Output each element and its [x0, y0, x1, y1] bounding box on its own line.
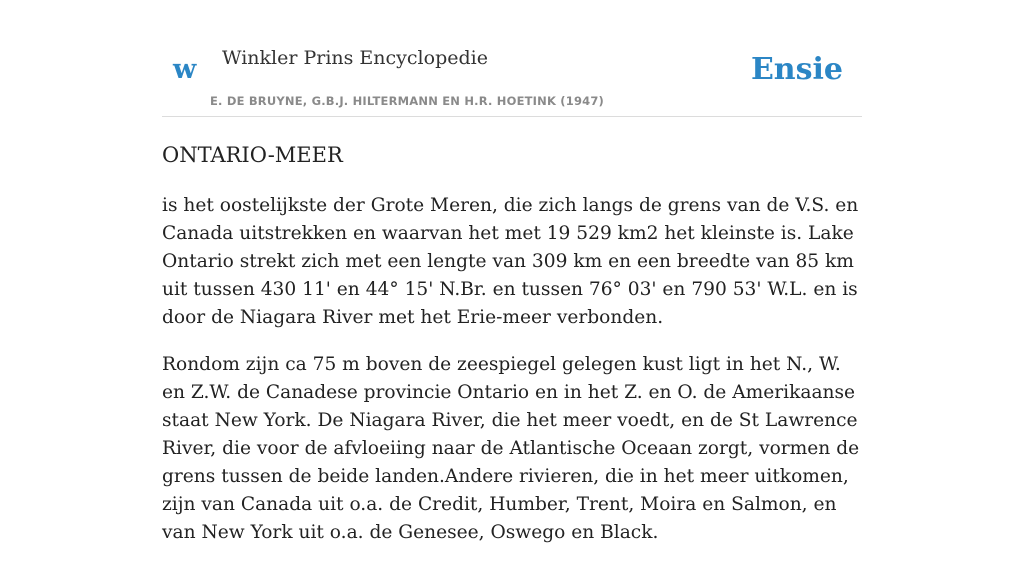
article-paragraph: Rondom zijn ca 75 m boven de zeespiegel gelegen kust ligt in het N., W. en Z.W. de Canadese provincie Ontario en in het Z. en O. de Amerikaanse staat New York. De Niagara River, die het meer voedt, en de St Lawrence River, die voor de afvloeiing naar de Atlantische Oceaan zorgt, vormen de grens tussen de beide landen.Andere rivieren, die in het meer uitkomen, zijn van Canada uit o.a. de Credit, Humber, Trent, Moira en Salmon, en van New York uit o.a. de Genesee, Oswego en Black. — [162, 354, 860, 543]
book-title-link[interactable]: Winkler Prins Encyclopedie — [222, 47, 488, 69]
encyclopedia-logo-icon[interactable]: w — [173, 54, 197, 85]
book-authors: E. DE BRUYNE, G.B.J. HILTERMANN EN H.R. HOETINK (1947) — [210, 94, 605, 108]
ensie-brand-logo[interactable]: Ensie — [750, 52, 843, 87]
article-title: ONTARIO-MEER — [162, 143, 343, 167]
article-body — [162, 192, 862, 566]
header — [162, 0, 862, 117]
article-paragraph: is het oostelijkste der Grote Meren, die zich langs de grens van de V.S. en Canada uitstrekken en waarvan het met 19 529 km2 het kleinste is. Lake Ontario strekt zich met een lengte van 309 km en een breedte van 85 km uit tussen 430 11' en 44° 15' N.Br. en tussen 76° 03' en 790 53' W.L. en is door de Niagara River met het Erie-meer verbonden. — [162, 195, 859, 328]
